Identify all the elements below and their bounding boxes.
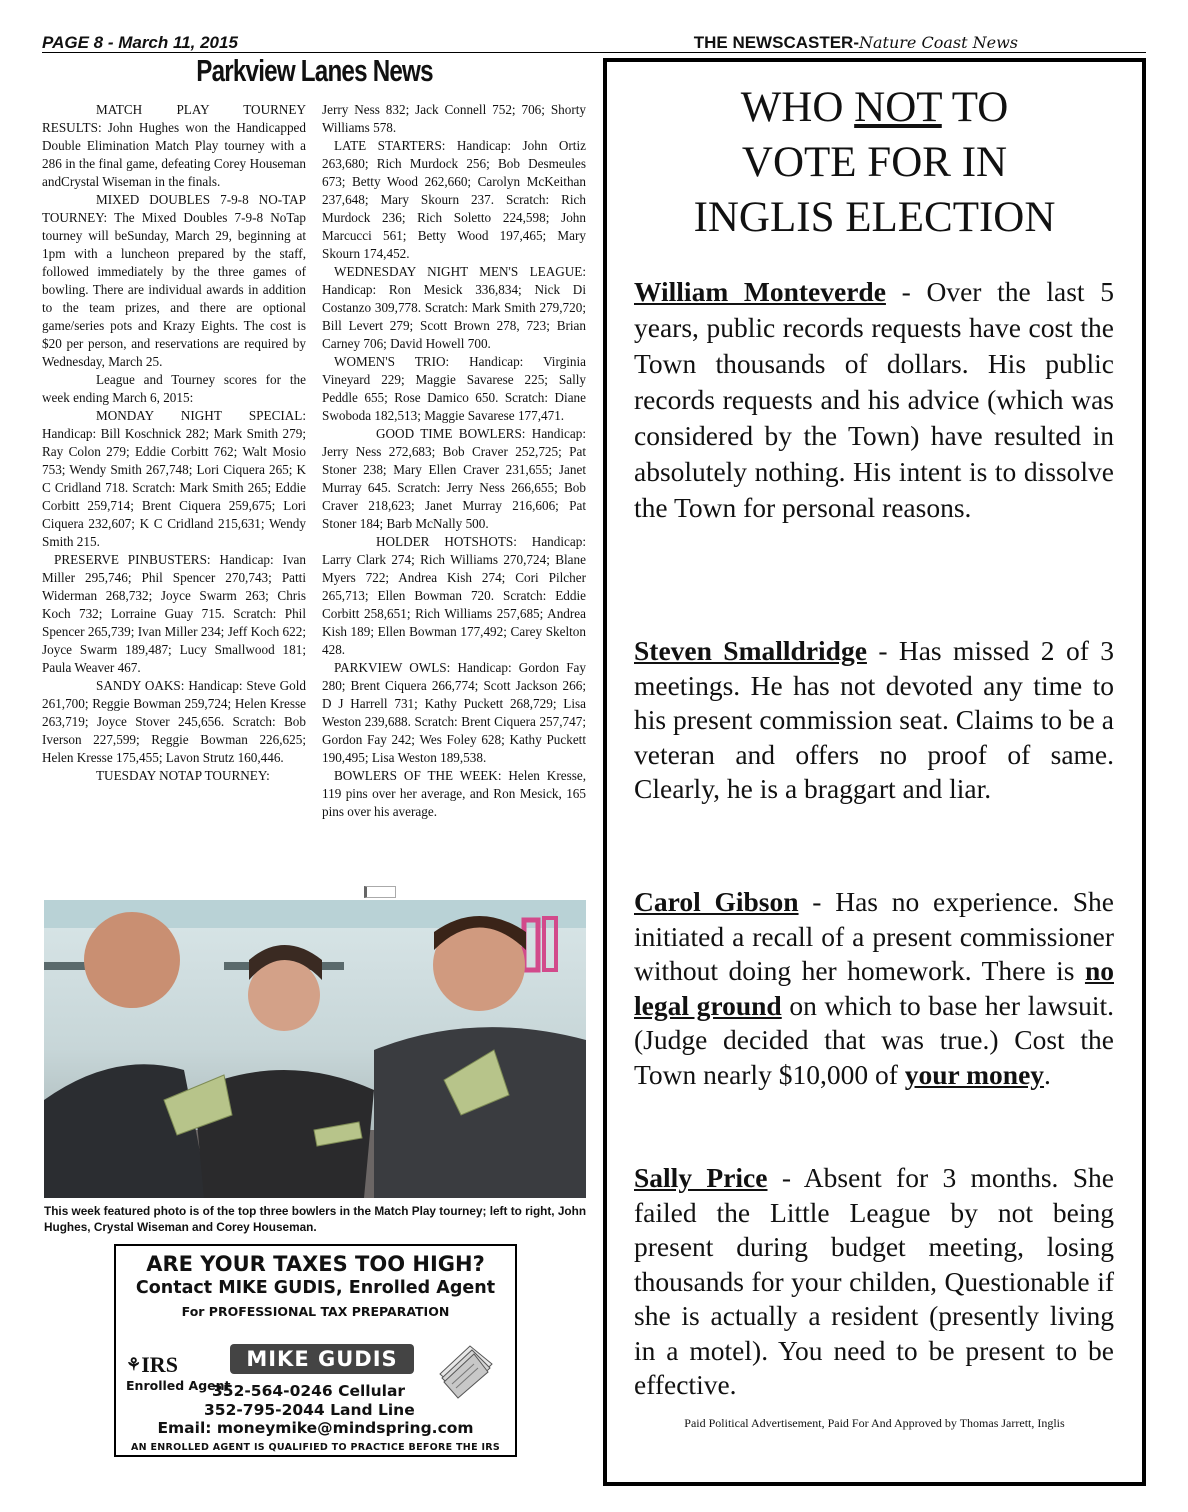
candidate-entry	[634, 885, 1114, 1092]
article-paragraph: WEDNESDAY NIGHT MEN'S LEAGUE: Handicap: Ron Mesick 336,834; Nick Di Costanzo 309,778. Scratch: Mark Smith 279,720; Bill Levert 279; Scott Brown 278, 723; Brian Carney 706; David Howell 700.	[322, 264, 586, 351]
article-paragraph: MATCH PLAY TOURNEY RESULTS: John Hughes won the Handicapped Double Elimination Match Play tourney with a 286 in the final game, defeating Corey Houseman andCrystal Wiseman in the finals.	[42, 102, 306, 189]
political-ad	[603, 58, 1146, 1486]
candidate-name: Steven Smalldridge	[634, 635, 867, 666]
candidate-name: Sally Price	[634, 1162, 768, 1193]
photo-caption: This week featured photo is of the top three bowlers in the Match Play tourney; left to right, John Hughes, Crystal Wiseman and Corey Houseman.	[44, 1204, 587, 1234]
tax-ad-contact: Contact MIKE GUDIS, Enrolled Agent	[135, 1278, 496, 1298]
page-label: PAGE 8 - March 11, 2015	[42, 33, 238, 52]
agent-name: MIKE GUDIS	[230, 1344, 414, 1374]
money-stack-icon	[434, 1340, 496, 1402]
tax-ad-service: For PROFESSIONAL TAX PREPARATION	[181, 1304, 450, 1319]
article-paragraph: HOLDER HOTSHOTS: Handicap: Larry Clark 274; Rich Williams 270,724; Blane Myers 722; Andrea Kish 274; Cori Pilcher 265,713; Ellen Bowman 720. Scratch: Eddie Corbitt 258,651; Rich Williams 257,685; Andrea Kish 189; Ellen Bowman 177,492; Carey Skelton 428.	[322, 534, 586, 657]
paper-title: THE NEWSCASTER-	[693, 33, 859, 52]
article-paragraph: Jerry Ness 832; Jack Connell 752; 706; Shorty Williams 578.	[322, 102, 586, 135]
paid-ad-disclaimer: Paid Political Advertisement, Paid For And Approved by Thomas Jarrett, Inglis	[684, 1416, 1065, 1430]
tax-ad	[114, 1244, 517, 1457]
candidate-emphasis: no legal ground	[634, 955, 1114, 1021]
candidate-text: .	[1044, 1058, 1051, 1090]
irs-logo	[126, 1352, 178, 1378]
candidate-name: Carol Gibson	[634, 886, 799, 917]
stray-mark	[364, 886, 396, 898]
enrolled-agent-label: Enrolled Agent	[126, 1378, 231, 1393]
article-column-left	[42, 101, 306, 785]
candidate-text: - Has missed 2 of 3 meetings. He has not devoted any time to his present commission seat. Claims to be a veteran and offers no proof of same. Clearly, he is a braggart and liar.	[634, 635, 1114, 804]
candidate-entry	[634, 274, 1114, 526]
cell-phone: 352-564-0246 Cellular	[212, 1382, 406, 1400]
heading-line-3: INGLIS ELECTION	[693, 194, 1056, 241]
article-title: Parkview Lanes News	[196, 53, 433, 88]
article-paragraph: MIXED DOUBLES 7-9-8 NO-TAP TOURNEY: The Mixed Doubles 7-9-8 NoTap tourney will beSunday, March 29, beginning at 1pm with a luncheon prepared by the staff, followed immediately by the three games of bowling. There are individual awards in addition to the team prizes, and there are optional game/series pots and Krazy Eights. The cost is $20 per person, and reservations are required by Wednesday, March 25.	[42, 192, 306, 369]
article-paragraph: League and Tourney scores for the week ending March 6, 2015:	[42, 372, 306, 405]
paper-subtitle: Nature Coast News	[859, 33, 1018, 52]
heading-line-2: VOTE FOR IN	[741, 139, 1008, 186]
article-paragraph: MONDAY NIGHT SPECIAL: Handicap: Bill Koschnick 282; Mark Smith 279; Ray Colon 279; Eddie Corbitt 762; Walt Mosio 753; Wendy Smith 267,748; Lori Ciquera 265; K C Cridland 718. Scratch: Mark Smith 265; Eddie Corbitt 259,714; Brent Ciquera 259,675; Lori Ciquera 232,607; K C Cridland 215,631; Wendy Smith 215.	[42, 408, 306, 549]
paper-name	[694, 33, 1018, 53]
irs-logo-text: IRS	[141, 1352, 178, 1377]
article-paragraph: WOMEN'S TRIO: Handicap: Virginia Vineyard 229; Maggie Savarese 225; Sally Peddle 655; Rose Damico 650. Scratch: Diane Swoboda 182,513; Maggie Savarese 177,471.	[322, 354, 586, 423]
candidate-text: - Absent for 3 months. She failed the Little League by not being present during budget meeting, losing thousands for your childen, Questionable if she is actually a resident (presently living in a motel). You need to be present to be effective.	[634, 1162, 1114, 1400]
candidate-text: - Has no experience. She initiated a recall of a present commissioner without doing her homework. There is	[634, 886, 1114, 986]
article-paragraph: PRESERVE PINBUSTERS: Handicap: Ivan Miller 295,746; Phil Spencer 270,743; Patti Widerman 268,732; Joyce Swarm 263; Chris Koch 732; Lorraine Guay 715. Scratch: Phil Spencer 265,739; Ivan Miller 234; Jeff Koch 622; Joyce Swarm 189,487; Lucy Smallwood 181; Paula Weaver 467.	[42, 552, 306, 675]
heading-part-2: TO	[941, 84, 1009, 131]
landline-phone: 352-795-2044 Land Line	[204, 1401, 415, 1419]
article-paragraph: BOWLERS OF THE WEEK: Helen Kresse, 119 pins over her average, and Ron Mesick, 165 pins over his average.	[322, 768, 586, 819]
heading-not: NOT	[854, 84, 942, 131]
candidate-text: - Over the last 5 years, public records requests have cost the Town thousands of dollars. His public records requests and his advice (which was considered by the Town) have resulted in absolutely nothing. His intent is to dissolve the Town for personal reasons.	[634, 276, 1115, 523]
article-paragraph: TUESDAY NOTAP TOURNEY:	[96, 768, 270, 783]
candidate-name: William Monteverde	[634, 276, 886, 307]
candidate-entry	[634, 1161, 1114, 1403]
candidate-emphasis: your money	[904, 1058, 1045, 1090]
enrolled-agent-note: AN ENROLLED AGENT IS QUALIFIED TO PRACTICE BEFORE THE IRS	[130, 1442, 501, 1453]
email-address: Email: moneymike@mindspring.com	[157, 1419, 474, 1437]
article-column-right	[322, 101, 586, 821]
article-paragraph: GOOD TIME BOWLERS: Handicap: Jerry Ness 272,683; Bob Craver 252,725; Pat Stoner 238; Mary Ellen Craver 231,655; Janet Murray 645. Scratch: Jerry Ness 266,655; Bob Craver 218,623; Janet Murray 216,606; Pat Stoner 184; Barb McNally 500.	[322, 426, 586, 531]
eagle-icon: ⚘	[126, 1355, 142, 1374]
bowlers-photo	[44, 900, 586, 1198]
article-paragraph: SANDY OAKS: Handicap: Steve Gold 261,700; Reggie Bowman 259,724; Helen Kresse 263,719; Joyce Stover 245,656. Scratch: Bob Iverson 227,599; Reggie Bowman 226,625; Helen Kresse 175,455; Lavon Strutz 160,446.	[42, 678, 306, 765]
candidate-text: on which to base her lawsuit. (Judge decided that was true.) Cost the Town nearly $10,000 of	[634, 989, 1115, 1090]
article-paragraph: LATE STARTERS: Handicap: John Ortiz 263,680; Rich Murdock 256; Bob Desmeules 673; Betty Wood 262,660; Carolyn McKeithan 237,648; Mary Skourn 237. Scratch: Rich Murdock 236; Rich Soletto 224,598; John Marcucci 561; Betty Wood 197,465; Mary Skourn 174,452.	[322, 138, 586, 261]
candidate-entry	[634, 634, 1114, 807]
article-paragraph: PARKVIEW OWLS: Handicap: Gordon Fay 280; Brent Ciquera 266,774; Scott Jackson 266; D J Harrell 731; Kathy Puckett 268,729; Lisa Weston 239,688. Scratch: Brent Ciquera 257,747; Gordon Fay 242; Wes Foley 628; Kathy Puckett 190,495; Lisa Weston 189,538.	[322, 660, 586, 765]
political-ad-heading	[607, 80, 1142, 245]
heading-part-1: WHO	[740, 84, 855, 131]
tax-ad-headline: ARE YOUR TAXES TOO HIGH?	[146, 1252, 485, 1276]
